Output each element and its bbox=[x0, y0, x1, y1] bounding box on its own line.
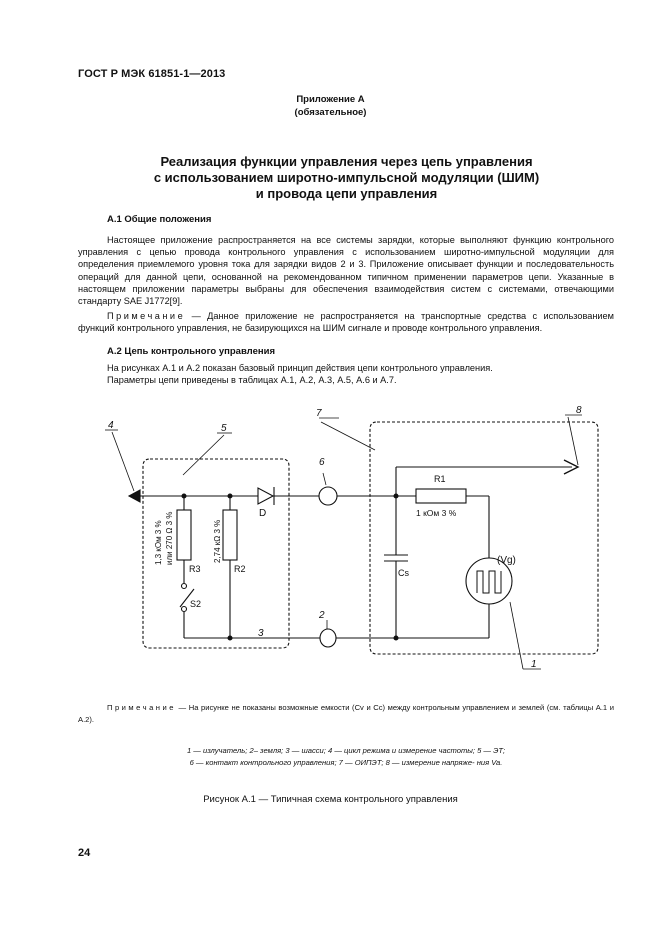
r3-value-line-1: 1,3 кОм 3 % bbox=[154, 520, 163, 565]
r3-label: R3 bbox=[189, 564, 201, 574]
ground-contact-2 bbox=[320, 629, 336, 647]
section-2-heading: А.2 Цепь контрольного управления bbox=[107, 346, 275, 357]
resistor-r1 bbox=[416, 489, 466, 503]
section-2-body bbox=[78, 362, 614, 386]
section-2-line-2: Параметры цепи приведены в таблицах А.1, А.2, А.3, А.5, А.6 и А.7. bbox=[107, 375, 397, 386]
appendix-status: (обязательное) bbox=[294, 107, 367, 118]
switch-s2-contact-bottom bbox=[182, 607, 187, 612]
callout-8: 8 bbox=[576, 405, 582, 416]
arrow-measure-left bbox=[129, 490, 140, 502]
leader-1 bbox=[510, 602, 523, 669]
leader-4 bbox=[112, 432, 134, 491]
callout-2: 2 bbox=[319, 610, 325, 621]
section-1-note bbox=[78, 310, 614, 334]
section-2-line-1: На рисунках А.1 и А.2 показан базовый принцип действия цепи контрольного управления. bbox=[107, 363, 493, 373]
callout-1: 1 bbox=[531, 659, 537, 670]
legend-line-2: 6 — контакт контрольного управления; 7 — ОИПЭТ; 8 — измерение напряже- ния Va. bbox=[189, 758, 503, 767]
r2-value: 2,74 кΩ 3 % bbox=[213, 519, 222, 563]
page-number: 24 bbox=[78, 847, 91, 859]
appendix-label: Приложение А bbox=[296, 94, 365, 105]
legend-line-1: 1 — излучатель; 2– земля; 3 — шасси; 4 — цикл режима и измерение частоты; 5 — ЭТ; bbox=[186, 746, 506, 755]
section-1-body bbox=[78, 234, 614, 307]
cs-label: Cs bbox=[398, 568, 409, 578]
resistor-r3 bbox=[177, 510, 191, 560]
title-line-2: с использованием широтно-импульсной модуляции (ШИМ) bbox=[153, 170, 540, 185]
control-circuit-diagram bbox=[0, 395, 661, 690]
diode-label: D bbox=[259, 508, 267, 519]
diode-d bbox=[258, 488, 273, 504]
note-label: Примечание bbox=[107, 311, 186, 321]
title-line-3: и провода цепи управления bbox=[255, 186, 438, 201]
note-text: — Данное приложение не распространяется на транспортные средства с использованием функций контрольного управления, не базирующихся на ШИМ сигнале и проводе контрольного управления. bbox=[78, 311, 614, 334]
leader-5 bbox=[183, 435, 224, 475]
figure-note-text: — На рисунке не показаны возможные емкости (Cv и Cc) между контрольным управлением и землей (см. таблицы А.1 и А.2). bbox=[78, 703, 614, 724]
leader-8 bbox=[568, 417, 578, 465]
title-line-1: Реализация функции управления через цепь управления bbox=[160, 154, 533, 169]
leader-7 bbox=[321, 422, 375, 450]
switch-s2-contact-top bbox=[182, 584, 187, 589]
pilot-contact-6 bbox=[319, 487, 337, 505]
figure-note bbox=[78, 702, 614, 725]
s2-label: S2 bbox=[190, 599, 202, 609]
leader-6 bbox=[323, 473, 326, 485]
r3-value-line-2: или 270 Ω 3 % bbox=[165, 511, 174, 565]
callout-5: 5 bbox=[221, 423, 227, 434]
document-header: ГОСТ Р МЭК 61851-1—2013 bbox=[78, 68, 226, 80]
callout-6: 6 bbox=[319, 457, 325, 468]
r1-value: 1 кОм 3 % bbox=[416, 508, 457, 518]
evse-box-outline bbox=[370, 422, 598, 654]
callout-3: 3 bbox=[258, 628, 264, 639]
figure-note-label: Примечание bbox=[107, 703, 176, 712]
callout-4: 4 bbox=[108, 420, 114, 431]
callout-7: 7 bbox=[316, 408, 322, 419]
vg-label: (Vg) bbox=[497, 555, 516, 566]
resistor-r2 bbox=[223, 510, 237, 560]
r1-label: R1 bbox=[434, 474, 446, 484]
section-1-heading: А.1 Общие положения bbox=[107, 214, 212, 225]
section-1-paragraph: Настоящее приложение распространяется на все системы зарядки, которые выполняют функцию контрольного управления с цепью провода контрольного управления с использованием широтно-импульсной модуляции для определения приемлемого уровня тока для зарядки видов 2 и 3. Приложение описывает функции и последовательность операций для данной цепи, основанной на рекомендованном типичном применении параметров цепи. Указанные в настоящем приложении параметры выбраны для обеспечения взаимодействия систем с системами, отвечающими стандарту SAE J1772[9]. bbox=[78, 235, 614, 307]
figure-caption: Рисунок А.1 — Типичная схема контрольного управления bbox=[203, 794, 458, 805]
appendix-title bbox=[100, 154, 593, 202]
figure-legend bbox=[78, 745, 614, 769]
r2-label: R2 bbox=[234, 564, 246, 574]
